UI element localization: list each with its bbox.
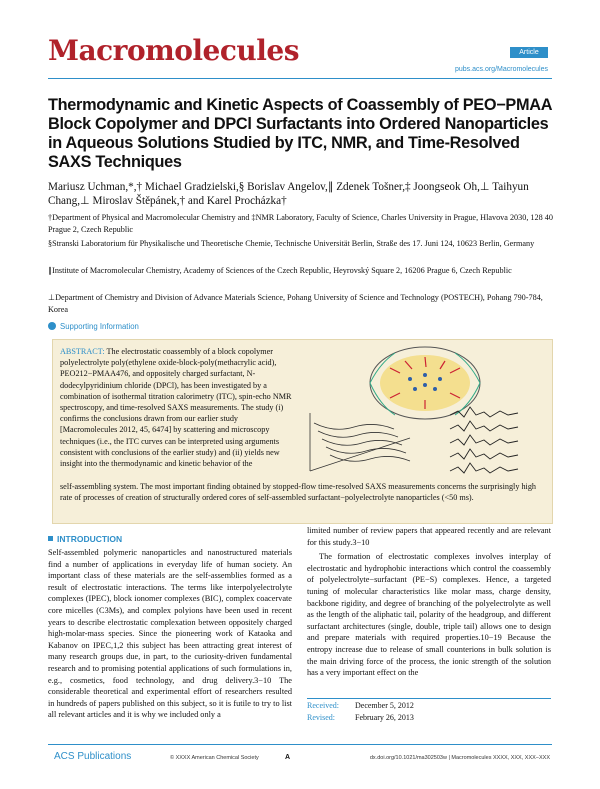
saxs-curves-plot (310, 413, 410, 471)
page-number: A (285, 754, 291, 761)
received-date (307, 700, 551, 712)
article-dates (307, 700, 551, 724)
author-list: Mariusz Uchman,*,† Michael Gradzielski,§ Borislav Angelov,∥ Zdenek Tošner,‡ Joongseok Oh,⊥ Taihyun Chang,⊥ Miroslav Štěpánek,† and Karel Procházka† (48, 181, 529, 207)
dates-divider (307, 698, 551, 699)
supporting-info-icon (48, 322, 56, 330)
section-bullet-icon (48, 536, 53, 541)
intro-heading-label: INTRODUCTION (57, 534, 123, 544)
abstract-body-part2: self-assembling system. The most important finding obtained by stopped-flow time-resolved SAXS measurements concerns the surprisingly high rate of processes of creation of structurally ordered cores of self-assembled surfactant−polyelectrolyte nanoparticles (<50 ms). (60, 482, 537, 503)
supporting-info-link[interactable] (48, 322, 139, 331)
intro-col2-paragraph-1: limited number of review papers that appeared recently and are relevant for this study.3−10 (307, 526, 551, 547)
article-title: Thermodynamic and Kinetic Aspects of Coassembly of PEO−PMAA Block Copolymer and DPCl Surfactants into Ordered Nanoparticles in Aqueous Solutions Studied by ITC, NMR, and Time-Resolved SAXS Techniques (48, 96, 552, 171)
intro-column-1: Self-assembled polymeric nanoparticles and nanostructured materials find a number of applications in everyday life of human society. An important class of these materials are the self-assemblies formed as a result of electrostatic interactions. The terms like interpolyelectrolyte complexes (IPEC), block ionomer complexes (BIC), complex coacervate core micelles (C3Ms), and complex polyions have been used in recent years to describe electrostatic complexation between oppositely charged high-molar-mass species. Since the pioneering work of Kataoka and Kabanov on IPEC,1,2 this subject has been attracting great interest of many research groups due, in part, to the curiosity-driven fundamental research and to promising potential applications of such formulations in, e.g., cosmetics, food technology, and drug delivery.3−10 The considerable theoretical and experimental effort of researchers resulted in hundreds of papers published on this subject, so it is futile to try to list all relevant articles and it is why we included only a (48, 548, 292, 720)
intro-column-2 (307, 525, 551, 679)
abstract-body-part1: The electrostatic coassembly of a block copolymer polyelectrolyte poly(ethylene oxide-block-poly(methacrylic acid), PEO212−PMAA476, and oppositely charged surfactant, N-dodecylpyridinium chloride (DPCl), has been investigated by a combination of isothermal titration calorimetry (ITC), spin-echo NMR spectroscopy, and time-resolved SAXS measurements. The study (i) confirms the conclusions drawn from our earlier study [Macromolecules 2012, 45, 6474] by scattering and microscopy techniques (i.e., the ITC curves can be interpreted using arguments consistent with conclusions of the earlier study) and (ii) yields new insight into the thermodynamic and kinetic behavior of the (60, 347, 292, 469)
journal-url-link[interactable]: pubs.acs.org/Macromolecules (455, 66, 548, 73)
doi-link[interactable]: dx.doi.org/10.1021/ma302503w | Macromolecules XXXX, XXX, XXX−XXX (369, 755, 550, 761)
revised-value: February 26, 2013 (355, 713, 414, 722)
toc-graphic (300, 343, 545, 477)
received-label: Received: (307, 701, 339, 710)
intro-col2-paragraph-2: The formation of electrostatic complexes involves interplay of electrostatic and hydrophobic interactions which control the coassembly of polyelectrolyte−surfactant (PE−S) complexes. Hence, a targeted tuning of molecular characteristics like molar mass, charge density, backbone rigidity, and degree of branching of the polyelectrolyte as well as the length of the aliphatic tail, polarity of the headgroup, and different surfactant architectures (single, double, triple tail) allows one to design and prepare materials with required properties.10−19 Because the entropy increase due to release of small counterions in bulk solution is the main driving force of the process, the ionic strength of the solution has a very important effect on the (307, 552, 551, 678)
header-divider (48, 78, 552, 79)
supporting-info-label: Supporting Information (60, 322, 139, 331)
revised-date (307, 712, 551, 724)
journal-title: Macromolecules (48, 34, 299, 67)
affiliation-4: ⊥Department of Chemistry and Division of Advance Materials Science, Pohang University of Science and Technology (POSTECH), Pohang 790-784, Korea (48, 293, 543, 314)
received-value: December 5, 2012 (355, 701, 414, 710)
abstract-text (60, 346, 295, 469)
revised-label: Revised: (307, 713, 335, 722)
affiliation-1: †Department of Physical and Macromolecular Chemistry and ‡NMR Laboratory, Faculty of Science, Charles University in Prague, Hlavova 2030, 128 40 Prague 2, Czech Republic (48, 213, 553, 234)
article-type-badge: Article (510, 47, 548, 58)
affiliation-3: ∥Institute of Macromolecular Chemistry, Academy of Sciences of the Czech Republic, Heyrovský Square 2, 16206 Prague 6, Czech Republic (48, 266, 512, 275)
itc-curves-plot (450, 407, 518, 473)
copyright-notice: © XXXX American Chemical Society (170, 755, 259, 761)
abstract-label: ABSTRACT: (60, 347, 105, 356)
nanoparticle-illustration (370, 347, 480, 419)
footer-divider (48, 744, 552, 745)
affiliation-2: §Stranski Laboratorium für Physikalische und Theoretische Chemie, Technische Universität Berlin, Straße des 17. Juni 124, 10623 Berlin, Germany (48, 239, 535, 248)
intro-heading (48, 534, 122, 544)
acs-publications-logo: ACS Publications (54, 751, 132, 762)
